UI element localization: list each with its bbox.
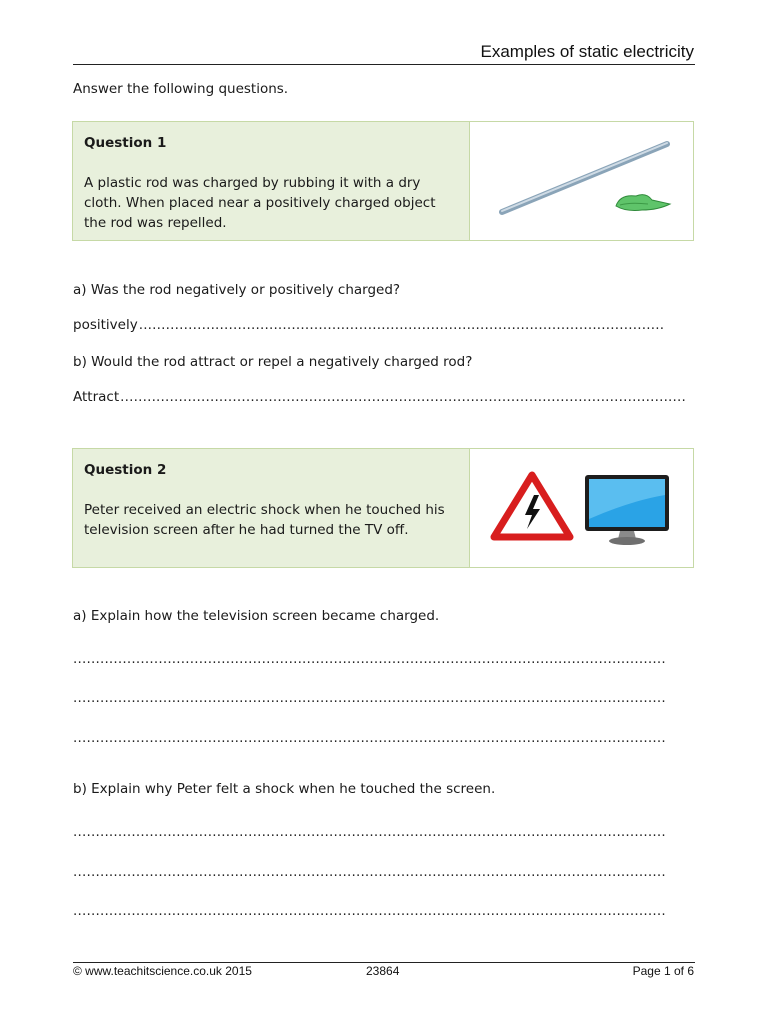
question-2-illustration: [470, 449, 694, 566]
question-1b-answer: Attract: [73, 389, 120, 405]
question-2b-prompt: b) Explain why Peter felt a shock when he touched the screen.: [73, 781, 496, 797]
question-2b-answer-line-3[interactable]: ....................................................................................................................................: [73, 903, 666, 919]
instructions: Answer the following questions.: [73, 81, 289, 97]
footer-copyright: © www.teachitscience.co.uk 2015: [73, 964, 252, 978]
dotted-line: .....................................................................................................................: [138, 317, 665, 333]
page-title: Examples of static electricity: [480, 42, 694, 61]
question-2a-prompt: a) Explain how the television screen became charged.: [73, 608, 440, 624]
question-2-text-panel: [73, 449, 470, 567]
footer-document-id: 23864: [366, 964, 400, 978]
high-voltage-warning-icon: [494, 475, 570, 537]
question-1-box: [72, 121, 694, 241]
plastic-rod-icon: [470, 122, 694, 239]
question-1-body: A plastic rod was charged by rubbing it with a dry cloth. When placed near a positively charged object the rod was repelled.: [84, 175, 436, 231]
question-2a-answer-line-2[interactable]: ....................................................................................................................................: [73, 690, 666, 706]
question-1-text-panel: [73, 122, 470, 240]
footer-page-number: Page 1 of 6: [632, 964, 694, 978]
question-2b-answer-line-2[interactable]: ....................................................................................................................................: [73, 864, 666, 880]
question-1-image: [470, 122, 693, 240]
dotted-line: ..............................................................................................................................: [120, 389, 687, 405]
header-rule: [73, 64, 695, 65]
question-1a-prompt: a) Was the rod negatively or positively charged?: [73, 282, 401, 298]
question-1b-prompt: b) Would the rod attract or repel a negatively charged rod?: [73, 354, 473, 370]
monitor-icon: [585, 475, 669, 545]
question-2-image: [470, 449, 693, 567]
cloth-icon: [616, 195, 670, 211]
question-1a-answer-line[interactable]: [73, 317, 695, 333]
question-1-title: Question 1: [84, 135, 167, 151]
question-2-body: Peter received an electric shock when he touched his television screen after he had turned the TV off.: [84, 502, 445, 538]
question-2a-answer-line-1[interactable]: ....................................................................................................................................: [73, 651, 666, 667]
question-2b-answer-line-1[interactable]: ....................................................................................................................................: [73, 824, 666, 840]
question-2-title: Question 2: [84, 462, 167, 478]
footer-rule: [73, 962, 695, 963]
question-2-box: [72, 448, 694, 568]
question-1b-answer-line[interactable]: [73, 389, 695, 405]
question-2a-answer-line-3[interactable]: ....................................................................................................................................: [73, 730, 666, 746]
question-1a-answer: positively: [73, 317, 138, 333]
